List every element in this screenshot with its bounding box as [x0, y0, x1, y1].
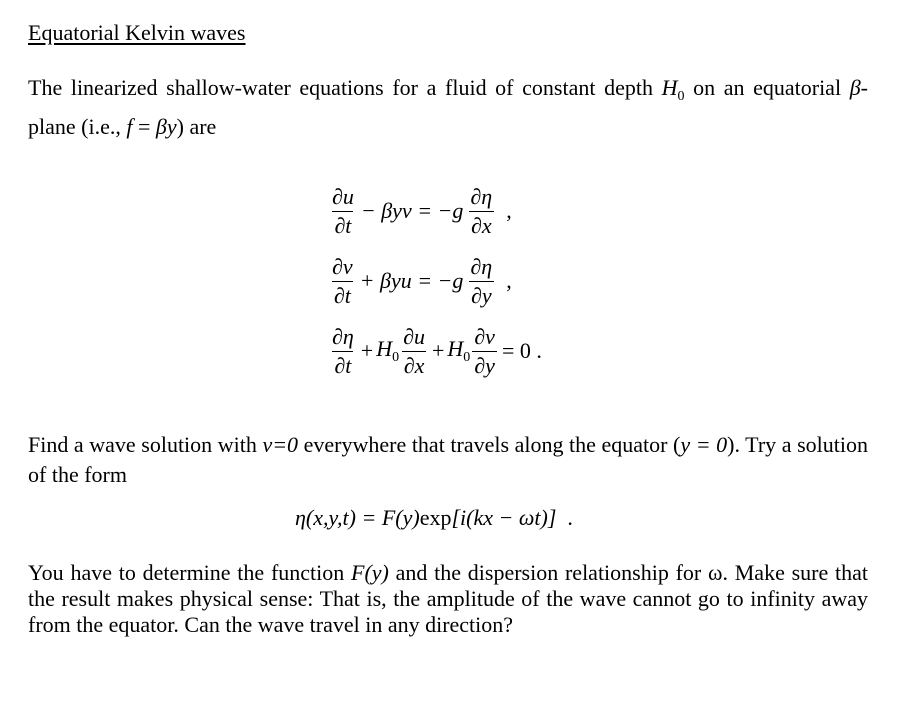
- equation-block: [328, 176, 545, 386]
- intro-paragraph: [28, 73, 868, 142]
- find-text-2: everywhere that travels along the equator (: [298, 432, 681, 457]
- beta-symbol: β: [849, 75, 861, 100]
- equals-zero: = 0 .: [501, 338, 542, 363]
- v-zero-condition: v=0: [262, 432, 299, 457]
- deta-dt-fraction: $\frac{\partial\eta}{\partial t}$: [332, 323, 354, 378]
- equation-continuity: [328, 316, 545, 386]
- task-paragraph: [28, 560, 868, 638]
- plus-sign: +: [360, 338, 374, 363]
- find-paragraph: [28, 430, 868, 490]
- solution-lhs: η(x,y,t) = F(y): [295, 505, 420, 530]
- equals-sign: =: [132, 114, 156, 139]
- beta-y-expression: βy: [155, 114, 177, 139]
- dv-dt-fraction: $\frac{\partial v}{\partial t}$: [332, 253, 353, 308]
- task-text-2: and the dispersion relationship for ω. Make sure that the result makes physical sense: That is, the amplitude of the wave cannot go to infinity away from the equator. Can the wave travel in any direction?: [28, 560, 868, 637]
- intro-text-3: -plane (i.e.,: [28, 75, 868, 139]
- equation-v-momentum: [328, 246, 545, 316]
- solution-phase: [i(kx − ωt)]: [451, 505, 557, 530]
- period: .: [556, 505, 573, 530]
- dv-dy-fraction: $\frac{\partial v}{\partial y}$: [474, 323, 495, 378]
- deta-dx-fraction: $\frac{\partial\eta}{\partial x}$: [470, 183, 493, 238]
- deta-dy-fraction: $\frac{\partial\eta}{\partial y}$: [470, 253, 493, 308]
- intro-text-2: on an equatorial: [684, 75, 850, 100]
- find-text-1: Find a wave solution with: [28, 432, 263, 457]
- depth-symbol: $H_0$: [376, 336, 400, 365]
- intro-text-4: ) are: [176, 114, 217, 139]
- du-dx-fraction: $\frac{\partial u}{\partial x}$: [403, 323, 425, 378]
- task-text-1: You have to determine the function: [28, 560, 352, 585]
- comma: ,: [506, 268, 512, 293]
- page-title: Equatorial Kelvin waves: [28, 20, 246, 45]
- coriolis-term-u: − βyv = −g: [360, 198, 464, 223]
- du-dt-fraction: $\frac{\partial u}{\partial t}$: [332, 183, 354, 238]
- exp-function: exp: [419, 505, 452, 530]
- depth-symbol: $H_0$: [447, 336, 471, 365]
- intro-text-1: The linearized shallow-water equations for a fluid of constant depth: [28, 75, 662, 100]
- plus-sign: +: [431, 338, 445, 363]
- comma: ,: [506, 198, 512, 223]
- depth-symbol: $H_0$: [661, 75, 685, 104]
- f-symbol: f: [126, 114, 133, 139]
- trial-solution-equation: [295, 505, 573, 531]
- coriolis-term-v: + βyu = −g: [359, 268, 464, 293]
- y-zero-condition: y = 0: [680, 432, 728, 457]
- F-of-y: F(y): [351, 560, 389, 585]
- find-text-3: ). Try a solution of the form: [28, 432, 868, 487]
- equation-u-momentum: [328, 176, 545, 246]
